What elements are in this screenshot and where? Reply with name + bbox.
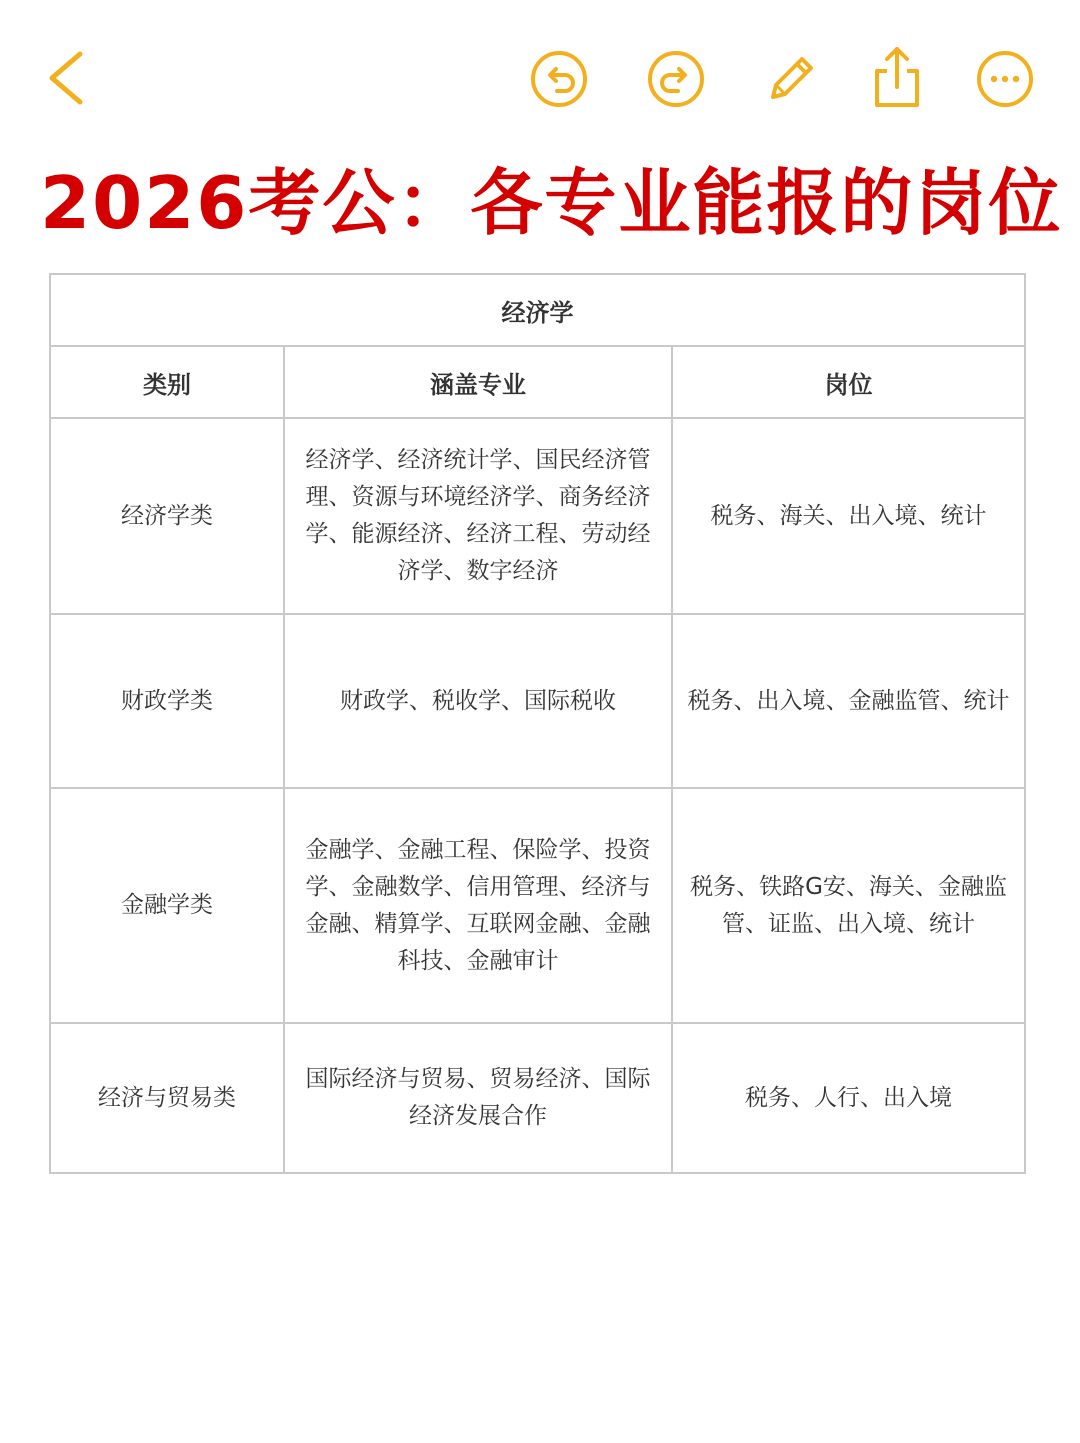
posts-cell: 税务、铁路G安、海关、金融监管、证监、出入境、统计 <box>672 788 1025 1023</box>
more-button[interactable] <box>974 48 1036 110</box>
redo-button[interactable] <box>645 48 707 110</box>
majors-cell: 经济学、经济统计学、国民经济管理、资源与环境经济学、商务经济学、能源经济、经济工程、劳动经济学、数字经济 <box>284 418 672 614</box>
redo-icon <box>646 49 706 109</box>
table-row <box>50 788 1025 1023</box>
posts-cell: 税务、海关、出入境、统计 <box>672 418 1025 614</box>
majors-cell: 财政学、税收学、国际税收 <box>284 614 672 788</box>
table-header-row <box>50 346 1025 418</box>
posts-cell: 税务、出入境、金融监管、统计 <box>672 614 1025 788</box>
table-caption-row <box>50 274 1025 346</box>
category-cell: 财政学类 <box>50 614 284 788</box>
pencil-icon <box>761 49 821 109</box>
category-cell: 经济学类 <box>50 418 284 614</box>
more-icon <box>975 49 1035 109</box>
header-category: 类别 <box>50 346 284 418</box>
undo-button[interactable] <box>528 48 590 110</box>
posts-cell: 税务、人行、出入境 <box>672 1023 1025 1173</box>
table-row <box>50 418 1025 614</box>
table-row <box>50 614 1025 788</box>
share-button[interactable] <box>866 44 928 110</box>
edit-button[interactable] <box>760 48 822 110</box>
toolbar <box>0 0 1080 150</box>
majors-cell: 国际经济与贸易、贸易经济、国际经济发展合作 <box>284 1023 672 1173</box>
majors-cell: 金融学、金融工程、保险学、投资学、金融数学、信用管理、经济与金融、精算学、互联网金融、金融科技、金融审计 <box>284 788 672 1023</box>
majors-table <box>49 273 1026 1174</box>
header-majors: 涵盖专业 <box>284 346 672 418</box>
undo-icon <box>529 49 589 109</box>
economics-table <box>49 273 1026 1174</box>
category-cell: 经济与贸易类 <box>50 1023 284 1173</box>
share-icon <box>869 45 925 109</box>
page-title: 2026考公：各专业能报的岗位 <box>40 161 1063 245</box>
chevron-left-icon <box>44 50 88 106</box>
back-button[interactable] <box>40 48 92 108</box>
table-caption: 经济学 <box>50 274 1025 346</box>
category-cell: 金融学类 <box>50 788 284 1023</box>
table-row <box>50 1023 1025 1173</box>
header-posts: 岗位 <box>672 346 1025 418</box>
